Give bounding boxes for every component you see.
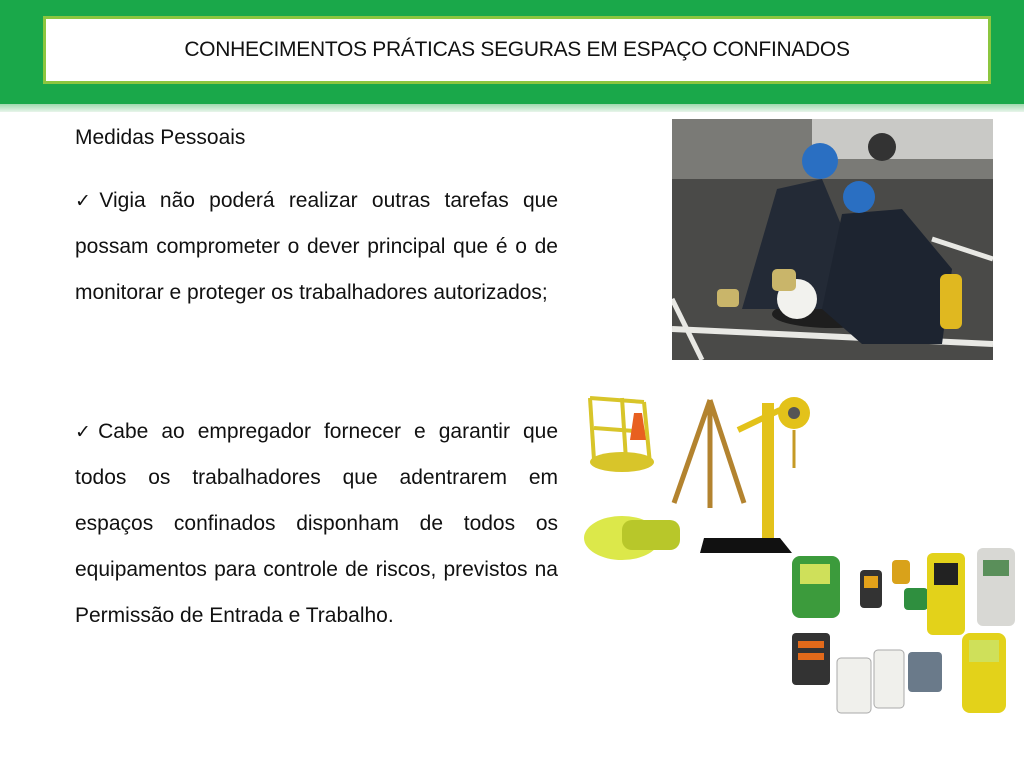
bullet-2	[75, 409, 558, 639]
bullet-1	[75, 178, 558, 316]
bullet-2-text: Cabe ao empregador fornecer e garantir que todos os trabalhadores que adentrarem em espaços confinados disponham de todos os equipamentos para controle de riscos, previstos na Permissão de Entrada e Trabalho.	[75, 420, 558, 627]
section-subtitle: Medidas Pessoais	[75, 126, 246, 149]
title-box	[43, 16, 991, 84]
equipment-collage	[582, 388, 1024, 720]
check-icon: ✓	[75, 190, 100, 212]
check-icon: ✓	[75, 421, 99, 443]
slide-title: CONHECIMENTOS PRÁTICAS SEGURAS EM ESPAÇO CONFINADOS	[184, 38, 850, 61]
header-divider	[0, 104, 1024, 112]
workers-photo	[672, 119, 993, 360]
bullet-1-text: Vigia não poderá realizar outras tarefas que possam comprometer o dever principal que é o de monitorar e proteger os trabalhadores autorizados;	[75, 189, 559, 304]
